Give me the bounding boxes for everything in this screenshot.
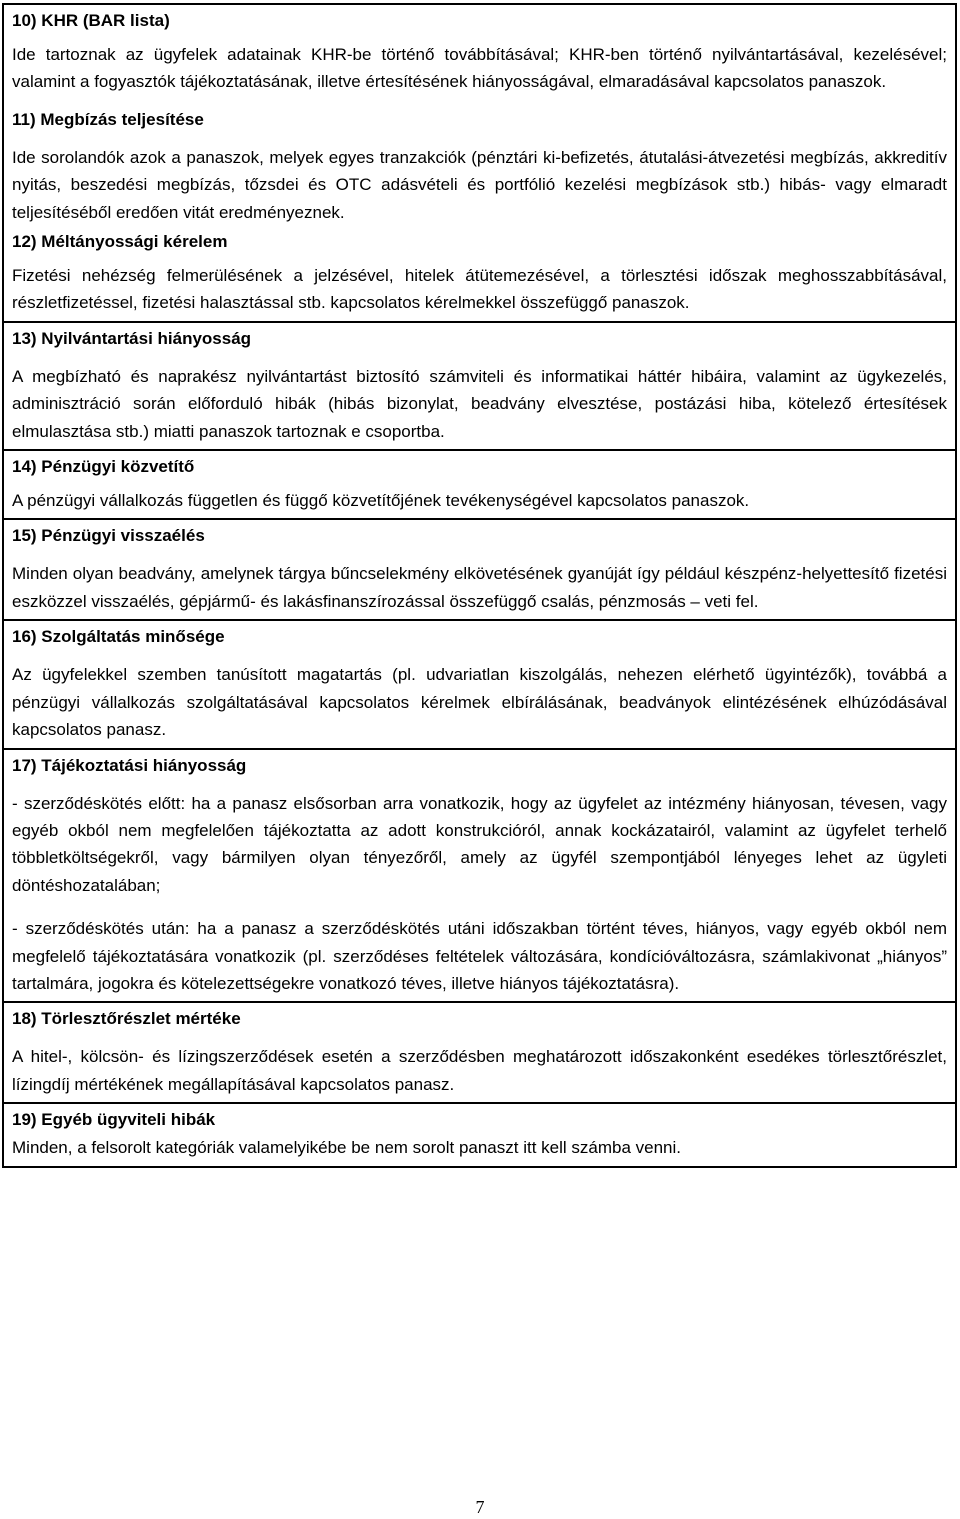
section-text: Minden, a felsorolt kategóriák valamelyikébe be nem sorolt panaszt itt kell számba venni. xyxy=(12,1138,682,1158)
section-text: A megbízható és naprakész nyilvántartást biztosító számviteli és informatikai háttér hibáira, valamint az ügykezelés, adminisztráció során előforduló hibák (hibás bizonylat, beadvány elvesztése, postázási hiba, kötelező értesítések elmulasztása stb.) miatti panaszok tartoznak e csoportba. xyxy=(12,366,947,441)
section-title: 13) Nyilvántartási hiányosság xyxy=(12,328,252,348)
section-szolgaltatas-minosege xyxy=(4,621,957,749)
section-text: A pénzügyi vállalkozás független és függő közvetítőjének tevékenységével kapcsolatos panaszok. xyxy=(12,491,750,511)
section-title: 19) Egyéb ügyviteli hibák xyxy=(12,1110,216,1130)
section-text: - szerződéskötés előtt: ha a panasz elsősorban arra vonatkozik, hogy az ügyfelet az intézmény hiányosan, tévesen, vagy egyéb okból nem megfelelően tájékoztatta az adott konstrukcióról, annak kockázatairól, valamint az ügyfelet terhelő többletköltségekről, vagy bármilyen olyan tényezőről, amely az ügyfél szempontjából lényeges lehet az ügyleti döntéshozatalában; xyxy=(12,793,947,895)
section-text: Ide sorolandók azok a panaszok, melyek egyes tranzakciók (pénztári ki-befizetés, átutalási-átvezetési megbízás, akkreditív nyitás, beszedési megbízás, tőzsdei és OTC adásvételi és portfólió kezelési megbízások stb.) hibás- vagy elmaradt teljesítéséből eredően vitát eredményeznek. xyxy=(12,147,947,222)
section-torlesztoreszlet-merteke xyxy=(4,1003,957,1104)
section-text: A hitel-, kölcsön- és lízingszerződések esetén a szerződésben meghatározott időszakonként esedékes törlesztőrészlet, lízingdíj mértékének megállapításával kapcsolatos panasz. xyxy=(12,1047,947,1094)
section-title: 10) KHR (BAR lista) xyxy=(12,11,170,30)
section-title: 16) Szolgáltatás minősége xyxy=(12,627,225,647)
section-text: Minden olyan beadvány, amelynek tárgya bűncselekmény elkövetésének gyanúját így például készpénz-helyettesítő fizetési eszközzel visszaélés, gépjármű- és lakásfinanszírozással összefüggő csalás, pénzmosás – veti fel. xyxy=(12,564,947,611)
section-khr-bar-lista xyxy=(4,5,957,323)
section-title: 17) Tájékoztatási hiányosság xyxy=(12,755,247,775)
section-egyeb-ugyviteli-hibak xyxy=(4,1104,957,1167)
section-tajekoztatasi-hianyossag xyxy=(4,750,957,1004)
section-title: 14) Pénzügyi közvetítő xyxy=(12,457,195,477)
section-title: 15) Pénzügyi visszaélés xyxy=(12,526,205,546)
section-penzugyi-visszaeles xyxy=(4,520,957,621)
section-text: - szerződéskötés után: ha a panasz a szerződéskötés utáni időszakban történt téves, hiányos, vagy egyéb okból nem megfelelő tájékoztatására vonatkozik (pl. szerződéses feltételek változására, kondícióváltozásra, számlakivonat „hiányos” tartalmára, jogokra és kötelezettségekre vonatkozó téves, illetve hiányos tájékoztatásra). xyxy=(12,919,947,993)
section-penzugyi-kozvetito xyxy=(4,451,957,520)
section-title: 18) Törlesztőrészlet mértéke xyxy=(12,1009,241,1029)
page-number: 7 xyxy=(475,1497,485,1517)
category-table xyxy=(2,3,957,1168)
section-text: Ide tartoznak az ügyfelek adatainak KHR-be történő továbbításával; KHR-ben történő nyilvántartásával, kezelésével; valamint a fogyasztók tájékoztatásának, illetve értesítésének hiányosságával, elmaradásával kapcsolatos panaszok. xyxy=(12,45,947,92)
section-title: 12) Méltányossági kérelem xyxy=(12,232,228,252)
section-text: Fizetési nehézség felmerülésének a jelzésével, hitelek átütemezésével, a törlesztési időszak meghosszabbításával, részletfizetéssel, fizetési halasztással stb. kapcsolatos kérelmekkel összefüggő panaszok. xyxy=(12,266,947,313)
section-text: Az ügyfelekkel szemben tanúsított magatartás (pl. udvariatlan kiszolgálás, nehezen elérhető ügyintézők), továbbá a pénzügyi vállalkozás szolgáltatásával kapcsolatos kérelmek elbírálásának, beadványok elintézésének elhúzódásával kapcsolatos panasz. xyxy=(12,665,947,740)
section-nyilvantartasi-hianyossag xyxy=(4,323,957,451)
section-title: 11) Megbízás teljesítése xyxy=(12,109,204,129)
